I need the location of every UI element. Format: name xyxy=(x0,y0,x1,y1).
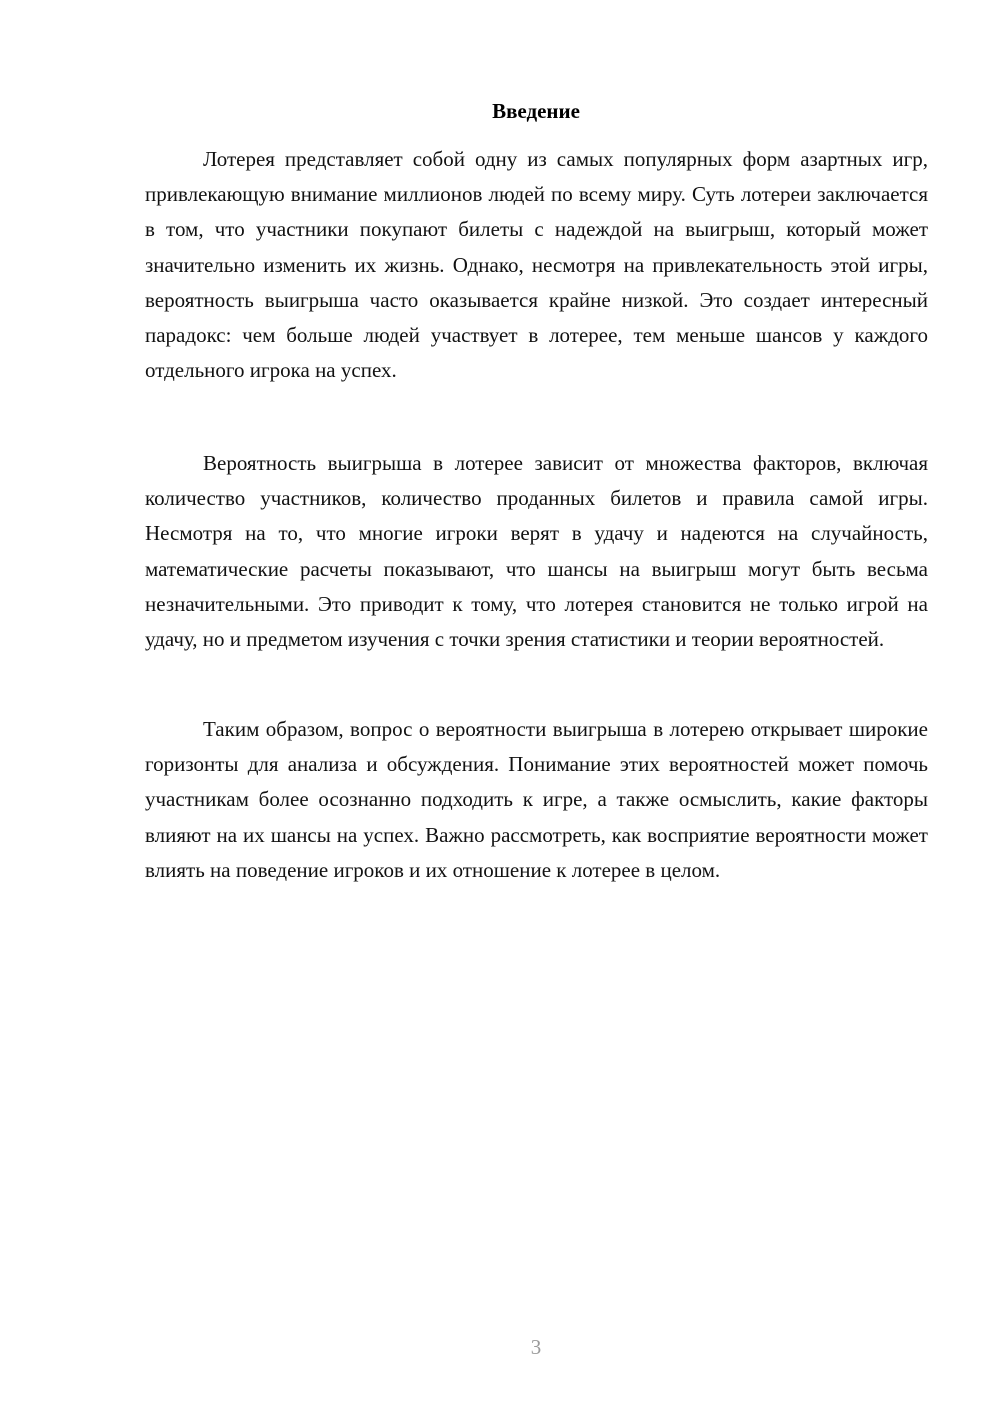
paragraph-intro: Лотерея представляет собой одну из самых популярных форм азартных игр, привлекающую внимание миллионов людей по всему миру. Суть лотереи заключается в том, что участники покупают билеты с надеждой на выигрыш, который может значительно изменить их жизнь. Однако, несмотря на привлекательность этой игры, вероятность выигрыша часто оказывается крайне низкой. Это создает интересный парадокс: чем больше людей участвует в лотерее, тем меньше шансов у каждого отдельного игрока на успех. xyxy=(145,147,928,383)
section-heading: Введение xyxy=(492,99,580,123)
paragraph-conclusion: Таким образом, вопрос о вероятности выигрыша в лотерею открывает широкие горизонты для анализа и обсуждения. Понимание этих вероятностей может помочь участникам более осознанно подходить к игре, а также осмыслить, какие факторы влияют на их шансы на успех. Важно рассмотреть, как восприятие вероятности может влиять на поведение игроков и их отношение к лотерее в целом. xyxy=(145,717,928,882)
page-number: 3 xyxy=(530,1335,542,1359)
paragraph-factors: Вероятность выигрыша в лотерее зависит от множества факторов, включая количество участников, количество проданных билетов и правила самой игры. Несмотря на то, что многие игроки верят в удачу и надеются на случайность, математические расчеты показывают, что шансы на выигрыш могут быть весьма незначительными. Это приводит к тому, что лотерея становится не только игрой на удачу, но и предметом изучения с точки зрения статистики и теории вероятностей. xyxy=(145,451,928,652)
